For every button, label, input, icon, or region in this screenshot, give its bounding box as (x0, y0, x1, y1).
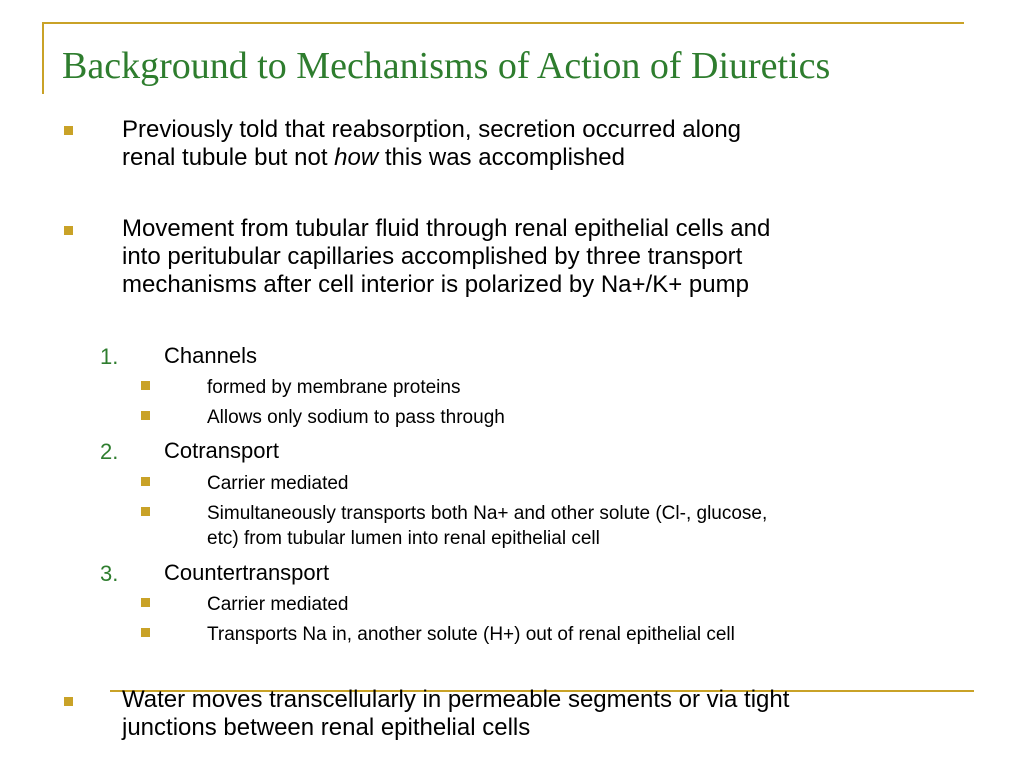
bullet-2-line-1: Movement from tubular fluid through renal epithelial cells and (122, 215, 771, 242)
bullet-1-line-1: Previously told that reabsorption, secretion occurred along (122, 116, 742, 143)
frame-left-line (42, 22, 44, 94)
mechanism-1-number: 1. (100, 344, 119, 369)
bullet-square-icon (64, 226, 73, 235)
mechanism-3-point-1: Carrier mediated (207, 594, 349, 615)
bullet-square-icon (64, 126, 73, 135)
bullet-2-line-3: mechanisms after cell interior is polarized by Na+/K+ pump (122, 271, 749, 298)
mechanism-1-point-2: Allows only sodium to pass through (207, 407, 505, 428)
mechanism-2-name: Cotransport (164, 438, 279, 463)
mechanism-3-number: 3. (100, 561, 119, 586)
slide-title: Background to Mechanisms of Action of Diuretics (62, 45, 831, 87)
mechanism-3-name: Countertransport (164, 560, 330, 585)
mechanism-1-name: Channels (164, 343, 257, 368)
mechanism-2-point-2-cont: etc) from tubular lumen into renal epithelial cell (207, 528, 600, 549)
sub-bullet-square-icon (141, 411, 150, 420)
bullet-3-line-1: Water moves transcellularly in permeable segments or via tight (122, 686, 790, 713)
mechanism-3-point-2: Transports Na in, another solute (H+) out of renal epithelial cell (207, 624, 735, 645)
mechanism-2-number: 2. (100, 439, 119, 464)
sub-bullet-square-icon (141, 381, 150, 390)
sub-bullet-square-icon (141, 598, 150, 607)
sub-bullet-square-icon (141, 507, 150, 516)
mechanism-2-point-2: Simultaneously transports both Na+ and other solute (Cl-, glucose, (207, 503, 768, 524)
bullet-square-icon (64, 697, 73, 706)
bullet-3-line-2: junctions between renal epithelial cells (122, 714, 531, 741)
frame-top-line (42, 22, 964, 24)
bullet-1-emphasis: how (334, 144, 379, 171)
mechanism-2-point-1: Carrier mediated (207, 473, 349, 494)
mechanism-1-point-1: formed by membrane proteins (207, 377, 461, 398)
sub-bullet-square-icon (141, 477, 150, 486)
bullet-2-line-2: into peritubular capillaries accomplished by three transport (122, 243, 743, 270)
bullet-1-text: renal tubule but not (122, 144, 335, 171)
sub-bullet-square-icon (141, 628, 150, 637)
bullet-1-line-2 (122, 144, 625, 172)
bullet-1-text-end: this was accomplished (378, 144, 625, 171)
